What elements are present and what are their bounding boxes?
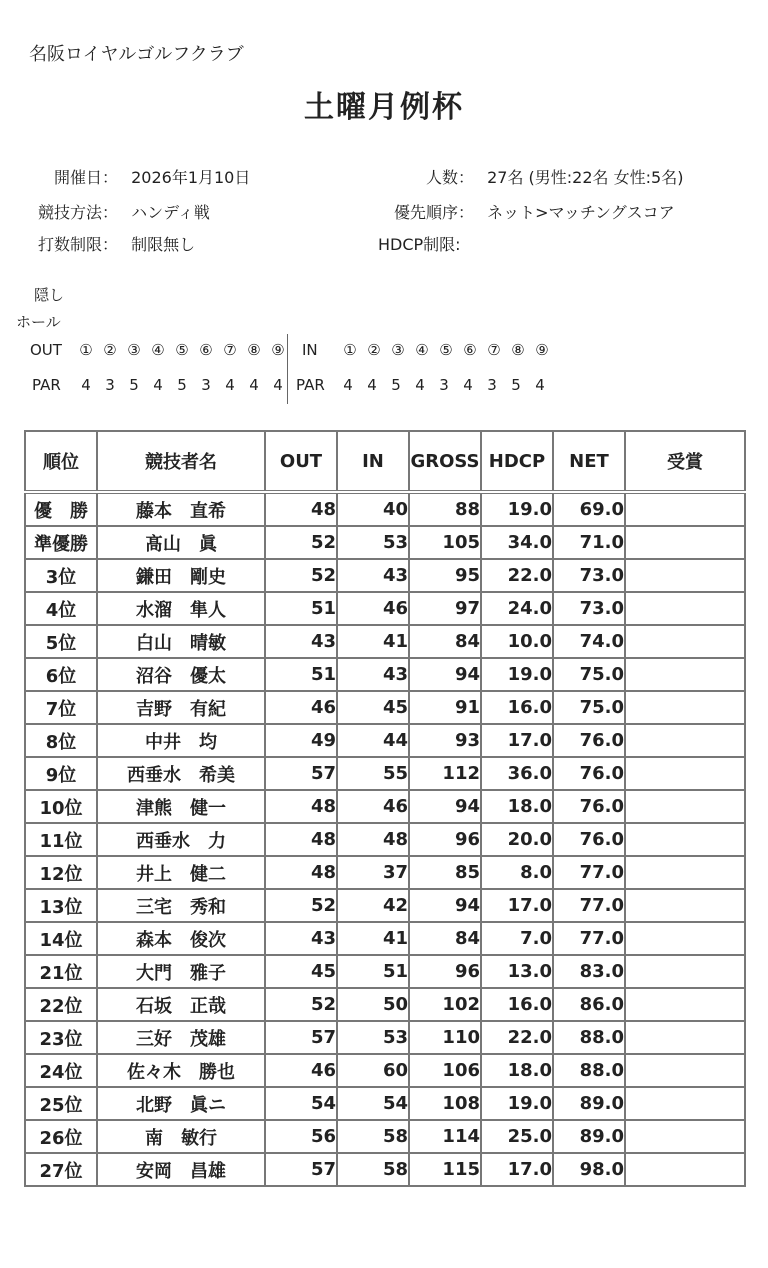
award-cell	[625, 889, 745, 922]
table-row	[25, 658, 745, 691]
out-cell: 48	[265, 492, 337, 526]
in-cell: 42	[337, 889, 409, 922]
rank-cell: 21位	[25, 955, 97, 988]
table-row	[25, 988, 745, 1021]
par-value: 4	[81, 376, 91, 394]
net-cell: 76.0	[553, 757, 625, 790]
name-cell: 藤本 直希	[97, 492, 265, 526]
net-cell: 88.0	[553, 1054, 625, 1087]
in-cell: 45	[337, 691, 409, 724]
par-value: 4	[415, 376, 425, 394]
hole-mark: ①	[343, 341, 357, 359]
info-date	[18, 165, 250, 188]
gross-cell: 96	[409, 823, 481, 856]
award-cell	[625, 1054, 745, 1087]
in-cell: 43	[337, 658, 409, 691]
rank-cell: 10位	[25, 790, 97, 823]
table-row	[25, 955, 745, 988]
hdcp-cell: 19.0	[481, 658, 553, 691]
hole-mark: ⑧	[511, 341, 525, 359]
hole-mark: ⑦	[487, 341, 501, 359]
name-cell: 沼谷 優太	[97, 658, 265, 691]
hole-marks-in	[302, 341, 554, 359]
out-cell: 51	[265, 658, 337, 691]
par-value: 3	[201, 376, 211, 394]
par-label: PAR	[32, 376, 61, 394]
par-row-in	[296, 376, 552, 394]
award-cell	[625, 691, 745, 724]
gross-cell: 102	[409, 988, 481, 1021]
out-cell: 52	[265, 889, 337, 922]
rank-cell: 8位	[25, 724, 97, 757]
hdcp-cell: 16.0	[481, 988, 553, 1021]
gross-cell: 94	[409, 790, 481, 823]
par-value: 5	[129, 376, 139, 394]
name-cell: 大門 雅子	[97, 955, 265, 988]
in-label: IN	[302, 341, 318, 359]
hole-mark: ⑥	[199, 341, 213, 359]
table-row	[25, 526, 745, 559]
name-cell: 西垂水 希美	[97, 757, 265, 790]
header-name: 競技者名	[97, 431, 265, 492]
in-cell: 51	[337, 955, 409, 988]
par-value: 4	[273, 376, 283, 394]
rank-cell: 26位	[25, 1120, 97, 1153]
in-cell: 53	[337, 526, 409, 559]
name-cell: 白山 晴敏	[97, 625, 265, 658]
hdcp-cell: 18.0	[481, 790, 553, 823]
hdcp-cell: 36.0	[481, 757, 553, 790]
gross-cell: 85	[409, 856, 481, 889]
rank-cell: 14位	[25, 922, 97, 955]
name-cell: 鎌田 剛史	[97, 559, 265, 592]
hole-mark: ④	[151, 341, 165, 359]
hdcp-cell: 10.0	[481, 625, 553, 658]
award-cell	[625, 988, 745, 1021]
table-row	[25, 1153, 745, 1186]
net-cell: 76.0	[553, 724, 625, 757]
hole-mark: ⑦	[223, 341, 237, 359]
out-cell: 57	[265, 1153, 337, 1186]
rank-cell: 12位	[25, 856, 97, 889]
out-cell: 48	[265, 823, 337, 856]
gross-cell: 93	[409, 724, 481, 757]
in-cell: 50	[337, 988, 409, 1021]
gross-cell: 94	[409, 889, 481, 922]
gross-cell: 114	[409, 1120, 481, 1153]
hole-mark: ①	[79, 341, 93, 359]
net-cell: 88.0	[553, 1021, 625, 1054]
hdcp-limit-label: HDCP制限:	[378, 235, 461, 254]
par-value: 4	[153, 376, 163, 394]
net-cell: 77.0	[553, 889, 625, 922]
rank-cell: 6位	[25, 658, 97, 691]
in-cell: 60	[337, 1054, 409, 1087]
in-cell: 58	[337, 1153, 409, 1186]
award-cell	[625, 790, 745, 823]
in-cell: 44	[337, 724, 409, 757]
count-label: 人数：	[425, 168, 474, 187]
rank-cell: 9位	[25, 757, 97, 790]
rank-cell: 27位	[25, 1153, 97, 1186]
out-label: OUT	[30, 341, 62, 359]
out-cell: 43	[265, 922, 337, 955]
info-limit	[18, 232, 195, 255]
info-priority	[378, 200, 675, 223]
table-row	[25, 625, 745, 658]
hdcp-cell: 20.0	[481, 823, 553, 856]
par-value: 4	[535, 376, 545, 394]
net-cell: 86.0	[553, 988, 625, 1021]
name-cell: 西垂水 力	[97, 823, 265, 856]
hdcp-cell: 34.0	[481, 526, 553, 559]
par-row-out	[32, 376, 290, 394]
name-cell: 三宅 秀和	[97, 889, 265, 922]
hole-mark: ⑤	[175, 341, 189, 359]
in-cell: 41	[337, 922, 409, 955]
net-cell: 76.0	[553, 790, 625, 823]
award-cell	[625, 1087, 745, 1120]
table-row	[25, 691, 745, 724]
name-cell: 佐々木 勝也	[97, 1054, 265, 1087]
date-value: 2026年1月10日	[131, 168, 251, 187]
name-cell: 髙山 眞	[97, 526, 265, 559]
out-cell: 52	[265, 559, 337, 592]
out-cell: 45	[265, 955, 337, 988]
hidden-label-line1: 隠し	[34, 286, 65, 304]
in-cell: 58	[337, 1120, 409, 1153]
out-cell: 56	[265, 1120, 337, 1153]
hole-mark: ⑨	[271, 341, 285, 359]
date-label: 開催日：	[53, 168, 118, 187]
hole-mark: ⑥	[463, 341, 477, 359]
in-cell: 48	[337, 823, 409, 856]
header-gross: GROSS	[409, 431, 481, 492]
name-cell: 森本 俊次	[97, 922, 265, 955]
gross-cell: 112	[409, 757, 481, 790]
hole-mark: ⑨	[535, 341, 549, 359]
in-cell: 40	[337, 492, 409, 526]
award-cell	[625, 823, 745, 856]
in-cell: 43	[337, 559, 409, 592]
gross-cell: 84	[409, 625, 481, 658]
gross-cell: 96	[409, 955, 481, 988]
hole-mark: ⑧	[247, 341, 261, 359]
header-net: NET	[553, 431, 625, 492]
limit-value: 制限無し	[131, 235, 196, 254]
results-table	[24, 430, 746, 1187]
award-cell	[625, 922, 745, 955]
out-cell: 57	[265, 1021, 337, 1054]
name-cell: 三好 茂雄	[97, 1021, 265, 1054]
par-value: 4	[367, 376, 377, 394]
rank-cell: 24位	[25, 1054, 97, 1087]
award-cell	[625, 955, 745, 988]
table-row	[25, 1120, 745, 1153]
gross-cell: 95	[409, 559, 481, 592]
net-cell: 77.0	[553, 856, 625, 889]
rank-cell: 11位	[25, 823, 97, 856]
hdcp-cell: 19.0	[481, 1087, 553, 1120]
table-row	[25, 889, 745, 922]
net-cell: 98.0	[553, 1153, 625, 1186]
in-cell: 54	[337, 1087, 409, 1120]
net-cell: 71.0	[553, 526, 625, 559]
hdcp-cell: 18.0	[481, 1054, 553, 1087]
info-count	[378, 165, 683, 188]
out-cell: 46	[265, 691, 337, 724]
hdcp-cell: 7.0	[481, 922, 553, 955]
rank-cell: 25位	[25, 1087, 97, 1120]
out-cell: 51	[265, 592, 337, 625]
award-cell	[625, 1153, 745, 1186]
award-cell	[625, 492, 745, 526]
in-cell: 46	[337, 790, 409, 823]
table-row	[25, 592, 745, 625]
header-row	[25, 431, 745, 492]
gross-cell: 88	[409, 492, 481, 526]
header-hdcp: HDCP	[481, 431, 553, 492]
par-label: PAR	[296, 376, 325, 394]
out-cell: 52	[265, 526, 337, 559]
net-cell: 69.0	[553, 492, 625, 526]
name-cell: 石坂 正哉	[97, 988, 265, 1021]
par-value: 3	[105, 376, 115, 394]
hdcp-cell: 17.0	[481, 724, 553, 757]
count-value: 27名 (男性:22名 女性:5名)	[487, 168, 684, 187]
out-cell: 43	[265, 625, 337, 658]
par-value: 4	[249, 376, 259, 394]
rank-cell: 準優勝	[25, 526, 97, 559]
gross-cell: 97	[409, 592, 481, 625]
net-cell: 75.0	[553, 658, 625, 691]
hole-mark: ③	[391, 341, 405, 359]
table-row	[25, 1054, 745, 1087]
table-row	[25, 856, 745, 889]
name-cell: 水溜 隼人	[97, 592, 265, 625]
out-cell: 48	[265, 790, 337, 823]
gross-cell: 106	[409, 1054, 481, 1087]
table-row	[25, 823, 745, 856]
award-cell	[625, 559, 745, 592]
rank-cell: 23位	[25, 1021, 97, 1054]
name-cell: 中井 均	[97, 724, 265, 757]
award-cell	[625, 757, 745, 790]
hdcp-cell: 22.0	[481, 1021, 553, 1054]
method-label: 競技方法：	[37, 203, 118, 222]
gross-cell: 91	[409, 691, 481, 724]
par-value: 3	[487, 376, 497, 394]
award-cell	[625, 1021, 745, 1054]
hole-marks-out	[30, 341, 290, 359]
par-value: 5	[391, 376, 401, 394]
gross-cell: 94	[409, 658, 481, 691]
hdcp-cell: 24.0	[481, 592, 553, 625]
net-cell: 77.0	[553, 922, 625, 955]
table-row	[25, 1021, 745, 1054]
gross-cell: 108	[409, 1087, 481, 1120]
table-row	[25, 492, 745, 526]
par-value: 5	[177, 376, 187, 394]
header-award: 受賞	[625, 431, 745, 492]
award-cell	[625, 724, 745, 757]
in-cell: 41	[337, 625, 409, 658]
table-row	[25, 922, 745, 955]
hole-mark: ④	[415, 341, 429, 359]
out-cell: 52	[265, 988, 337, 1021]
net-cell: 74.0	[553, 625, 625, 658]
header-in: IN	[337, 431, 409, 492]
rank-cell: 優 勝	[25, 492, 97, 526]
hdcp-cell: 17.0	[481, 889, 553, 922]
rank-cell: 3位	[25, 559, 97, 592]
name-cell: 安岡 昌雄	[97, 1153, 265, 1186]
hole-mark: ③	[127, 341, 141, 359]
net-cell: 73.0	[553, 559, 625, 592]
table-row	[25, 559, 745, 592]
hole-mark: ②	[103, 341, 117, 359]
net-cell: 75.0	[553, 691, 625, 724]
hdcp-cell: 19.0	[481, 492, 553, 526]
net-cell: 89.0	[553, 1120, 625, 1153]
par-value: 3	[439, 376, 449, 394]
hdcp-cell: 17.0	[481, 1153, 553, 1186]
hdcp-cell: 8.0	[481, 856, 553, 889]
gross-cell: 84	[409, 922, 481, 955]
rank-cell: 5位	[25, 625, 97, 658]
award-cell	[625, 526, 745, 559]
hdcp-cell: 16.0	[481, 691, 553, 724]
in-cell: 37	[337, 856, 409, 889]
in-cell: 46	[337, 592, 409, 625]
hdcp-cell: 22.0	[481, 559, 553, 592]
award-cell	[625, 625, 745, 658]
par-value: 5	[511, 376, 521, 394]
priority-label: 優先順序：	[393, 203, 474, 222]
gross-cell: 105	[409, 526, 481, 559]
rank-cell: 13位	[25, 889, 97, 922]
hdcp-cell: 25.0	[481, 1120, 553, 1153]
table-row	[25, 757, 745, 790]
page-title: 土曜月例杯	[304, 90, 464, 125]
par-value: 4	[343, 376, 353, 394]
club-name: 名阪ロイヤルゴルフクラブ	[29, 44, 244, 65]
hdcp-cell: 13.0	[481, 955, 553, 988]
name-cell: 吉野 有紀	[97, 691, 265, 724]
info-hdcp-limit	[378, 232, 461, 255]
gross-cell: 115	[409, 1153, 481, 1186]
out-cell: 57	[265, 757, 337, 790]
out-cell: 49	[265, 724, 337, 757]
method-value: ハンディ戦	[131, 203, 210, 222]
table-row	[25, 724, 745, 757]
table-row	[25, 790, 745, 823]
net-cell: 76.0	[553, 823, 625, 856]
rank-cell: 4位	[25, 592, 97, 625]
name-cell: 井上 健二	[97, 856, 265, 889]
table-row	[25, 1087, 745, 1120]
limit-label: 打数制限：	[37, 235, 118, 254]
net-cell: 89.0	[553, 1087, 625, 1120]
out-cell: 48	[265, 856, 337, 889]
name-cell: 北野 眞ニ	[97, 1087, 265, 1120]
hole-mark: ②	[367, 341, 381, 359]
par-value: 4	[225, 376, 235, 394]
in-cell: 55	[337, 757, 409, 790]
net-cell: 83.0	[553, 955, 625, 988]
hidden-label-line2: ホール	[16, 313, 61, 331]
out-cell: 54	[265, 1087, 337, 1120]
award-cell	[625, 856, 745, 889]
par-value: 4	[463, 376, 473, 394]
hole-mark: ⑤	[439, 341, 453, 359]
gross-cell: 110	[409, 1021, 481, 1054]
award-cell	[625, 1120, 745, 1153]
rank-cell: 22位	[25, 988, 97, 1021]
rank-cell: 7位	[25, 691, 97, 724]
header-out: OUT	[265, 431, 337, 492]
award-cell	[625, 658, 745, 691]
name-cell: 津熊 健一	[97, 790, 265, 823]
priority-value: ネット>マッチングスコア	[487, 203, 675, 222]
header-rank: 順位	[25, 431, 97, 492]
award-cell	[625, 592, 745, 625]
name-cell: 南 敏行	[97, 1120, 265, 1153]
in-cell: 53	[337, 1021, 409, 1054]
out-cell: 46	[265, 1054, 337, 1087]
net-cell: 73.0	[553, 592, 625, 625]
info-method	[18, 200, 210, 223]
